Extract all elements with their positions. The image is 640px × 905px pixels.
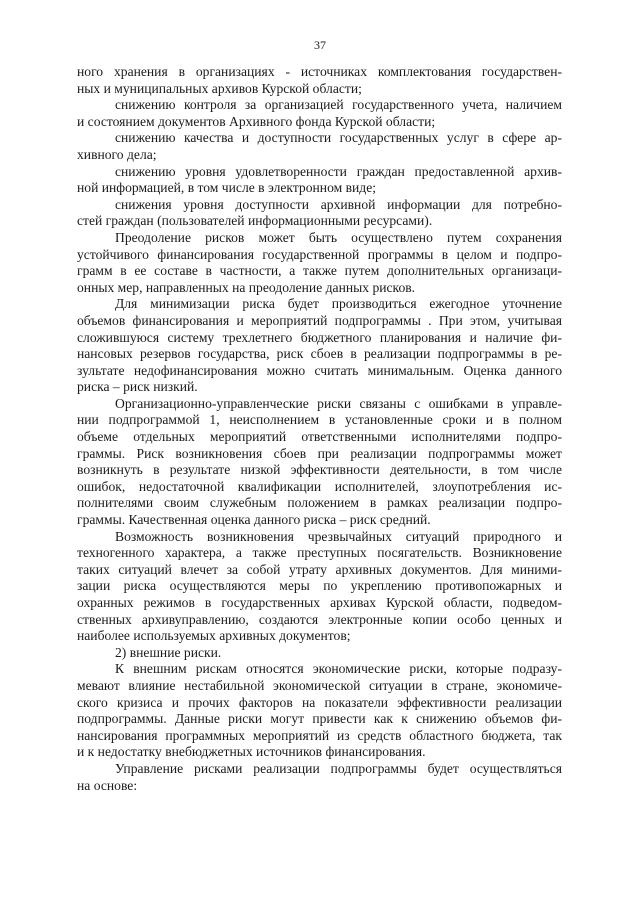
text-line: ошибок, недостаточной квалификации исполнителей, злоупотребления ис- [77,478,562,494]
text-line: хивного дела; [77,146,157,162]
text-line: и к недостатку внебюджетных источников финансирования. [77,744,426,760]
text-line: нансирования программных мероприятий из средств областного бюджета, так [77,727,562,743]
text-line: онных мер, направленных на преодоление данных рисков. [77,279,416,295]
text-line: возникнуть в результате низкой эффективности деятельности, в том числе [77,462,562,478]
text-line: снижению уровня удовлетворенности граждан предоставленной архив- [115,163,562,179]
text-line: таких ситуаций влечет за собой утрату архивных документов. Для миними- [77,561,562,577]
text-line: Возможность возникновения чрезвычайных ситуаций природного и [115,528,562,544]
text-line: Организационно-управленческие риски связаны с ошибками в управле- [115,395,562,411]
text-line: граммы. Качественная оценка данного риска – риск средний. [77,512,431,528]
text-line: наиболее используемых архивных документов; [77,628,351,644]
text-line: снижения уровня доступности архивной информации для потребно- [115,196,562,212]
text-line: Для минимизации риска будет производиться ежегодное уточнение [115,296,562,312]
text-line: и состоянием документов Архивного фонда Курской области; [77,113,436,129]
text-line: снижению контроля за организацией государственного учета, наличием [115,97,562,113]
text-line: объеме отдельных мероприятий ответственными исполнителями подпро- [77,429,562,445]
text-line: техногенного характера, а также преступных посягательств. Возникновение [77,545,562,561]
text-line: Преодоление рисков может быть осуществлено путем сохранения [115,229,562,245]
text-line: ственных архивуправлению, создаются электронные копии особо ценных и [77,611,562,627]
text-line: сложившуюся систему трехлетнего бюджетного планирования и наличие фи- [77,329,562,345]
text-line: нансовых резервов государства, риск сбоев в реализации подпрограммы в ре- [77,346,562,362]
text-line: зации риска осуществляются меры по укреплению противопожарных и [77,578,562,594]
text-line: мевают влияние нестабильной экономической ситуации в стране, экономиче- [77,677,562,693]
text-line: объемов финансирования и мероприятий подпрограммы . При этом, учитывая [77,312,562,328]
text-line: полнителями своим служебным положением в рамках реализации подпро- [77,495,562,511]
text-line: Управление рисками реализации подпрограммы будет осуществляться [115,760,562,776]
text-line: зультате недофинансирования можно считать минимальным. Оценка данного [77,362,562,378]
page-number: 37 [314,38,326,52]
text-line: граммы. Риск возникновения сбоев при реализации подпрограммы может [77,445,562,461]
text-line: устойчивого финансирования государственной программы в целом и подпро- [77,246,562,262]
text-line: на основе: [77,777,138,793]
text-line: 2) внешние риски. [115,644,222,660]
text-line: стей граждан (пользователей информационными ресурсами). [77,213,433,229]
text-line: ной информацией, в том числе в электронном виде; [77,180,377,196]
text-line: ного хранения в организациях - источниках комплектования государствен- [77,64,562,79]
text-line: подпрограммы. Данные риски могут привести как к снижению объемов фи- [77,711,562,727]
document-body [77,64,562,794]
text-line: снижению качества и доступности государственных услуг в сфере ар- [115,130,562,146]
text-line: ных и муниципальных архивов Курской области; [77,80,362,96]
text-line: К внешним рискам относятся экономические риски, которые подразу- [115,661,562,677]
text-line: грамм в ее составе в частности, а также путем дополнительных организаци- [77,263,562,279]
text-line: риска – риск низкий. [77,379,198,395]
text-line: ского кризиса и прочих факторов на показатели эффективности реализации [77,694,562,710]
text-line: нии подпрограммой 1, неисполнением в установленные сроки и в полном [77,412,562,428]
text-line: охранных режимов в государственных архивах Курской области, подведом- [77,595,562,610]
